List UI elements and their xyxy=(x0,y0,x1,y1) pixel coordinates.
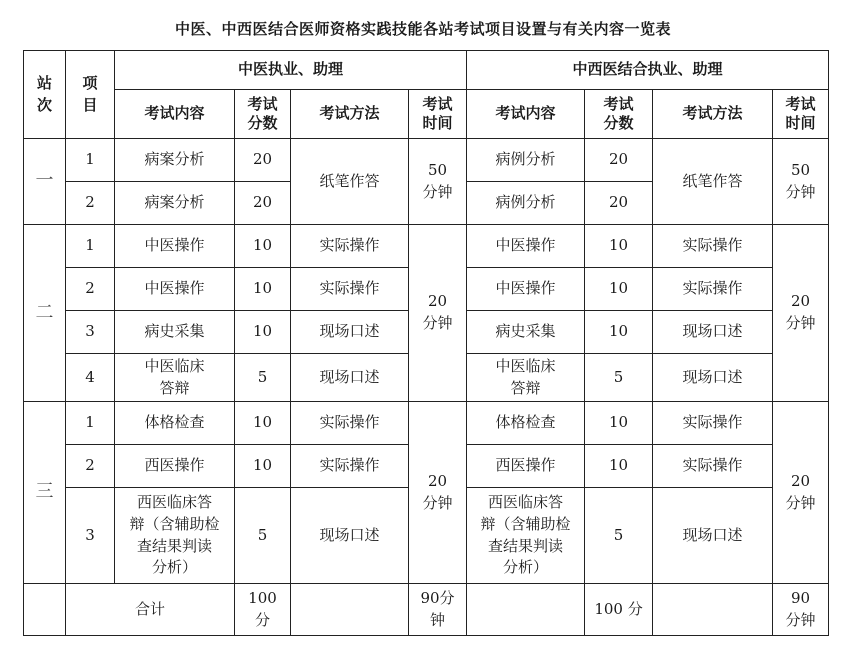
tcm-time: 20 分钟 xyxy=(409,225,467,402)
totals-int-score: 100 分 xyxy=(585,584,653,636)
tcm-time: 50 分钟 xyxy=(409,139,467,225)
item-number: 2 xyxy=(66,445,115,488)
item-number: 2 xyxy=(66,268,115,311)
exam-table xyxy=(23,50,829,636)
int-time: 50 分钟 xyxy=(773,139,829,225)
int-method: 实际操作 xyxy=(653,402,773,445)
tcm-method: 现场口述 xyxy=(291,354,409,402)
header-tcm-content: 考试内容 xyxy=(115,90,235,139)
int-content: 病例分析 xyxy=(467,139,585,182)
item-number: 4 xyxy=(66,354,115,402)
header-item: 项目 xyxy=(66,51,115,139)
int-content: 西医临床答 辩（含辅助检 查结果判读 分析） xyxy=(467,488,585,584)
int-score: 5 xyxy=(585,488,653,584)
totals-label: 合计 xyxy=(66,584,235,636)
totals-empty xyxy=(24,584,66,636)
tcm-content: 病案分析 xyxy=(115,139,235,182)
tcm-method: 实际操作 xyxy=(291,402,409,445)
int-content: 西医操作 xyxy=(467,445,585,488)
tcm-content: 西医临床答 辩（含辅助检 查结果判读 分析） xyxy=(115,488,235,584)
tcm-content: 病史采集 xyxy=(115,311,235,354)
totals-empty xyxy=(467,584,585,636)
int-content: 中医操作 xyxy=(467,268,585,311)
int-method: 现场口述 xyxy=(653,311,773,354)
tcm-score: 10 xyxy=(235,311,291,354)
item-number: 1 xyxy=(66,402,115,445)
tcm-content: 中医操作 xyxy=(115,225,235,268)
int-method: 现场口述 xyxy=(653,488,773,584)
int-score: 10 xyxy=(585,402,653,445)
item-number: 3 xyxy=(66,311,115,354)
station-label: 二 xyxy=(24,225,66,402)
tcm-method: 现场口述 xyxy=(291,488,409,584)
tcm-score: 10 xyxy=(235,225,291,268)
header-station: 站次 xyxy=(24,51,66,139)
table-title: 中医、中西医结合医师资格实践技能各站考试项目设置与有关内容一览表 xyxy=(174,20,671,38)
tcm-score: 10 xyxy=(235,445,291,488)
tcm-score: 10 xyxy=(235,402,291,445)
totals-int-time: 90 分钟 xyxy=(773,584,829,636)
tcm-method: 实际操作 xyxy=(291,225,409,268)
int-content: 病史采集 xyxy=(467,311,585,354)
int-score: 10 xyxy=(585,225,653,268)
header-tcm-method: 考试方法 xyxy=(291,90,409,139)
tcm-method: 现场口述 xyxy=(291,311,409,354)
tcm-score: 5 xyxy=(235,488,291,584)
int-content: 中医操作 xyxy=(467,225,585,268)
tcm-method: 实际操作 xyxy=(291,268,409,311)
header-int-method: 考试方法 xyxy=(653,90,773,139)
int-score: 10 xyxy=(585,268,653,311)
header-tcm-time: 考试时间 xyxy=(409,90,467,139)
tcm-content: 体格检查 xyxy=(115,402,235,445)
table-row xyxy=(24,139,829,182)
totals-empty xyxy=(291,584,409,636)
totals-tcm-score: 100 分 xyxy=(235,584,291,636)
tcm-method: 实际操作 xyxy=(291,445,409,488)
totals-tcm-time: 90分 钟 xyxy=(409,584,467,636)
header-group-tcm: 中医执业、助理 xyxy=(115,51,467,90)
header-int-time: 考试时间 xyxy=(773,90,829,139)
header-tcm-score: 考试分数 xyxy=(235,90,291,139)
int-score: 10 xyxy=(585,445,653,488)
int-score: 10 xyxy=(585,311,653,354)
tcm-content: 中医操作 xyxy=(115,268,235,311)
tcm-content: 西医操作 xyxy=(115,445,235,488)
station-label: 一 xyxy=(24,139,66,225)
tcm-score: 20 xyxy=(235,139,291,182)
tcm-score: 10 xyxy=(235,268,291,311)
totals-empty xyxy=(653,584,773,636)
item-number: 3 xyxy=(66,488,115,584)
totals-row xyxy=(24,584,829,636)
int-content: 病例分析 xyxy=(467,182,585,225)
item-number: 1 xyxy=(66,225,115,268)
int-method: 实际操作 xyxy=(653,225,773,268)
tcm-content: 病案分析 xyxy=(115,182,235,225)
int-time: 20 分钟 xyxy=(773,402,829,584)
int-method: 纸笔作答 xyxy=(653,139,773,225)
int-method: 现场口述 xyxy=(653,354,773,402)
header-group-integrated: 中西医结合执业、助理 xyxy=(467,51,829,90)
tcm-score: 20 xyxy=(235,182,291,225)
int-method: 实际操作 xyxy=(653,445,773,488)
int-content: 中医临床 答辩 xyxy=(467,354,585,402)
header-int-content: 考试内容 xyxy=(467,90,585,139)
int-score: 20 xyxy=(585,139,653,182)
tcm-method: 纸笔作答 xyxy=(291,139,409,225)
int-method: 实际操作 xyxy=(653,268,773,311)
int-score: 20 xyxy=(585,182,653,225)
table-row xyxy=(24,402,829,445)
item-number: 1 xyxy=(66,139,115,182)
station-label: 三 xyxy=(24,402,66,584)
table-row xyxy=(24,225,829,268)
int-time: 20 分钟 xyxy=(773,225,829,402)
int-score: 5 xyxy=(585,354,653,402)
tcm-content: 中医临床 答辩 xyxy=(115,354,235,402)
tcm-score: 5 xyxy=(235,354,291,402)
int-content: 体格检查 xyxy=(467,402,585,445)
header-row-groups xyxy=(24,51,829,90)
header-int-score: 考试分数 xyxy=(585,90,653,139)
item-number: 2 xyxy=(66,182,115,225)
tcm-time: 20 分钟 xyxy=(409,402,467,584)
header-row-columns xyxy=(24,90,829,139)
